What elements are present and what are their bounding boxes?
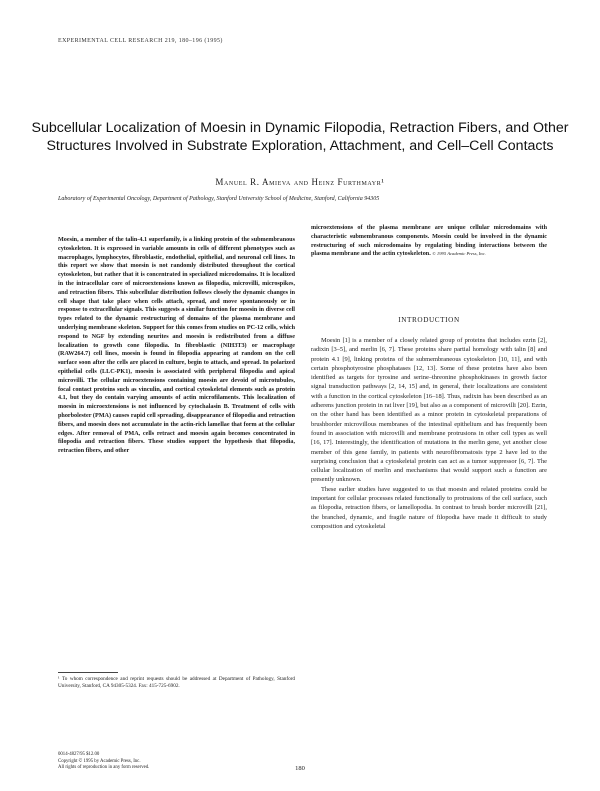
abstract-continuation: microextensions of the plasma membrane are unique cellular microdomains with characteristic submembranous components. Moesin could be involved in the dynamic restructuring of such microdomains by regulating binding interactions between the plasma membrane and the actin cytoskeleton. bbox=[311, 225, 547, 258]
issn-price: 0014-4827/95 $12.00 bbox=[58, 752, 100, 757]
correspondence-footnote: ¹ To whom correspondence and reprint requests should be addressed at Department of Pathology, Stanford University, Stanford, CA 94305-5324. Fax: 415-725-6902. bbox=[58, 676, 295, 690]
footnote-divider bbox=[58, 672, 118, 673]
copyright-notice: © 1995 Academic Press, Inc. bbox=[432, 251, 486, 257]
author-line: Manuel R. Amieva and Heinz Furthmayr¹ bbox=[215, 177, 385, 187]
copyright-line: Copyright © 1995 by Academic Press, Inc. bbox=[58, 758, 141, 764]
abstract-left-column: Moesin, a member of the talin-4.1 superfamily, is a linking protein of the submembranous cytoskeleton. It is expressed in variable amounts in cells of different phenotypes such as macrophages, lymphocytes, fibroblastic, endothelial, epithelial, and neuronal cell lines. In this report we show that moesin is not randomly distributed throughout the cortical cytoskeleton, but rather that it is concentrated in specialized microdomains. It is localized in the intracellular core of microextensions known as filopodia, microvilli, microspikes, and retraction fibers. This subcellular distribution follows closely the dynamic changes in cell shape that take place when cells attach, spread, and move spontaneously or in response to extracellular signals. This suggests a similar function for moesin in diverse cell types related to the dynamic restructuring of domains of the plasma membrane and underlying membrane skeleton. Support for this comes from studies on PC-12 cells, which respond to NGF by extending neurites and moesin is redistributed from a diffuse localization to growth cone filopodia. In fibroblastic (NIH3T3) or macrophage (RAW264.7) cell lines, moesin is found in filopodia appearing at random on the cell surface soon after the cells are placed in culture, begin to attach, and spread. In polarized epithelial cells (LLC-PK1), moesin is associated with peripheral filopodia and apical microvilli. The cellular microextensions containing moesin are devoid of microtubules, focal contact proteins such as vinculin, and cortical cytoskeletal elements such as protein 4.1, but they do contain varying amounts of actin microfilaments. This localization of moesin in microextensions is not influenced by cytochalasin B. Treatment of cells with phorbolester (PMA) causes rapid cell spreading, disappearance of filopodia and retraction fibers, and moesin does not accumulate in the actin-rich lamellae that form at the cellular edges. After removal of PMA, cells retract and moesin again becomes concentrated in filopodia and retraction fibers. These studies support the hypothesis that filopodia, retraction fibers, and other bbox=[58, 237, 295, 455]
intro-paragraph: Moesin [1] is a member of a closely related group of proteins that includes ezrin [2], radixin [3–5], and merlin [6, 7]. These proteins share partial homology with talin [8] and protein 4.1 [9], linking proteins of the submembraneous cytoskeleton [10, 11], and with certain phosphotyrosine phosphatases [12, 13]. Some of these proteins have also been identified as targets for tyrosine and serine–threonine phosphokinases in growth factor signal transduction pathways [2, 14, 15] and, in general, their localizations are consistent with a function in the cortical cytoskeleton [16–18]. Thus, radixin has been described as an adherens junction protein in rat liver [19], but also as a component of microvilli [20]. Ezrin, on the other hand has been identified as a minor protein in cytoskeletal preparations of brushborder microvillous membranes of the intestinal epithelium and has frequently been found in association with microvilli and membrane protrusions in other cell types as well [16, 17]. Interestingly, the identification of mutations in the merlin gene, yet another close member of this gene family, in patients with neurofibromatosis type 2 have led to the surprising conclusion that a cytoskeletal protein can act as a tumor suppressor [6, 7]. The cellular localization of merlin and mechanisms that would support such a function are presently unknown. bbox=[311, 337, 547, 484]
intro-paragraph: These earlier studies have suggested to us that moesin and related proteins could be important for cellular processes related functionally to protrusions of the cell surface, such as filopodia, retraction fibers, or lamellopodia. In contrast to brush border microvilli [21], the branched, dynamic, and fragile nature of filopodia have made it difficult to study composition and cytoskeletal bbox=[311, 485, 547, 530]
introduction-body bbox=[311, 336, 547, 531]
page-number: 180 bbox=[295, 765, 305, 772]
rights-line: All rights of reproduction in any form reserved. bbox=[58, 765, 150, 771]
section-heading-introduction: INTRODUCTION bbox=[398, 316, 460, 324]
article-title: Subcellular Localization of Moesin in Dynamic Filopodia, Retraction Fibers, and Other Structures Involved in Substrate Exploration, Attachment, and Cell–Cell Contacts bbox=[31, 120, 569, 154]
running-head: EXPERIMENTAL CELL RESEARCH 219, 180–196 (1995) bbox=[58, 38, 223, 44]
abstract-right-column bbox=[311, 224, 547, 259]
affiliation: Laboratory of Experimental Oncology, Department of Pathology, Stanford University School of Medicine, Stanford, California 94305 bbox=[58, 196, 380, 202]
